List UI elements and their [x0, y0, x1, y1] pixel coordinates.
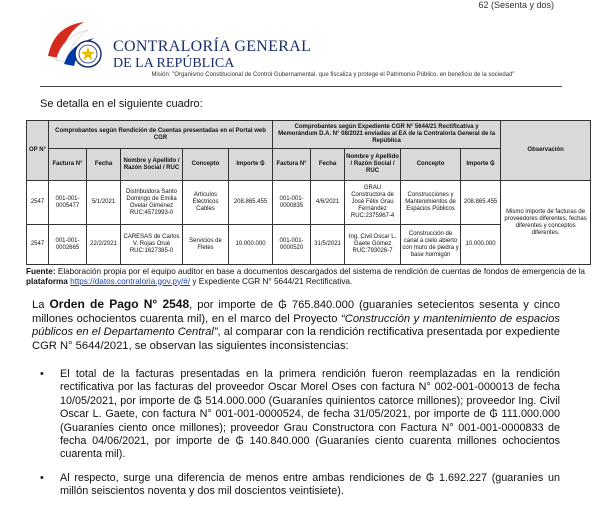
op-label: Orden de Pago N° 2548	[49, 297, 190, 311]
sub-header: Concepto	[401, 149, 461, 181]
cell-factura: 001-001-0005477	[49, 181, 87, 225]
cell-nombre: Ing. Civil Oscar L. Gaete Gómez RUC:793026-7	[345, 225, 401, 265]
bullet-text: El total de la facturas presentadas en la primera rendición fueron reemplazadas en la rendición rectificativa por las facturas del proveedor Oscar Morel Oses con factura N° 002-001-000013 de fecha 10/05/2021, por importe de ₲ 514.000.000 (Guaraníes quinientos catorce millones); proveedor Ing. Civil Oscar L. Gaete, con factura N° 001-001-0000524, de fecha 31/05/2021, por importe de ₲ 111.000.000 (Guaraníes ciento once millones); proveedor Grau Constructora con Factura N° 001-001-0000833 de fecha 04/06/2021, por importe de ₲ 140.840.000 (Guaraníes ciento cuarenta millones ochocientos cuarenta mil).	[60, 368, 560, 461]
intro-text: Se detalla en el siguiente cuadro:	[40, 98, 203, 110]
cell-fecha: 5/1/2021	[87, 181, 121, 225]
table-row	[27, 181, 591, 225]
bullet-icon: •	[40, 472, 44, 484]
cell-nombre: CARESAS de Carlos V. Rojas Oruè RUC:1627385-0	[121, 225, 183, 265]
para-text-2: , por importe de ₲ 765.840.000 (guaraníes setecientos sesenta y cinco millones ochocientos cuarenta mil), en el marco del Proyecto	[32, 299, 560, 325]
source-label: Fuente:	[26, 267, 56, 276]
cell-fecha: 22/2/2021	[87, 225, 121, 265]
header-divider	[40, 86, 562, 87]
group-header-expediente: Comprobantes según Expediente CGR N° 5644/21 Rectificativa y Memorándum D.A. N° 08/2021 enviadas al EA de la Contraloría General de la República	[273, 121, 501, 149]
cell-importe: 208.865.455	[461, 181, 501, 225]
sub-header: Importe ₲	[461, 149, 501, 181]
sub-header: Importe ₲	[229, 149, 273, 181]
source-bold: plataforma	[26, 276, 68, 286]
cell-fecha: 4/6/2021	[311, 181, 345, 225]
sub-header: Factura N°	[273, 149, 311, 181]
cell-factura: 001-001-0000835	[273, 181, 311, 225]
para-text-1: La	[32, 299, 50, 311]
bullet-text: Al respecto, surge una diferencia de menos entre ambas rendiciones de ₲ 1.692.227 (guaraníes un millón seiscientos noventa y dos mil doscientos veintisiete).	[60, 472, 560, 498]
cell-importe: 208.865.455	[229, 181, 273, 225]
sub-header: Fecha	[87, 149, 121, 181]
brand-line-2: DE LA REPÚBLICA	[113, 56, 235, 71]
source-text-2: y Expediente CGR N° 5644/21 Rectificativa.	[190, 276, 353, 286]
col-op: OP N°	[27, 121, 49, 181]
group-header-portal: Comprobantes según Rendición de Cuentas presentadas en el Portal web CGR	[49, 121, 273, 149]
cell-concepto: Servicios de Fletes	[183, 225, 229, 265]
sub-header: Nombre y Apellido / Razón Social / RUC	[121, 149, 183, 181]
contraloria-logo-icon	[44, 14, 112, 74]
cell-factura: 001-001-0000520	[273, 225, 311, 265]
cell-nombre: Distribuidora Santo Domingo de Emilia Ovelar Giménez RUC:4572993-0	[121, 181, 183, 225]
source-text-1: Elaboración propia por el equipo auditor en base a documentos descargados del sistema de rendición de cuentas de fondos de emergencia de la	[55, 267, 585, 276]
mission-statement: Misión: "Organismo Constitucional de Control Gubernamental, que fiscaliza y protege el Patrimonio Público, en beneficio de la sociedad"	[151, 72, 515, 78]
sub-header: Factura N°	[49, 149, 87, 181]
para-text-3: , al comparar con la rendición rectificativa presentada por expediente CGR N° 5644/2021, se observan las siguientes inconsistencias:	[32, 326, 560, 352]
sub-header: Fecha	[311, 149, 345, 181]
cell-importe: 10.000.000	[229, 225, 273, 265]
bullet-icon: •	[40, 368, 44, 380]
cell-importe: 10.000.000	[461, 225, 501, 265]
cell-concepto: Artículos Eléctricos Cables	[183, 181, 229, 225]
cell-observacion: Mismo importe de facturas de proveedores diferentes, fechas diferentes y conceptos diferentes.	[501, 181, 591, 265]
letterhead	[40, 8, 600, 88]
page-number: 62 (Sesenta y dos)	[478, 0, 554, 10]
list-item	[40, 368, 560, 462]
col-observacion: Observación	[501, 121, 591, 181]
source-link[interactable]: https://datos.contraloria.gov.py/#/	[70, 276, 191, 286]
comparison-table	[26, 120, 591, 265]
body-paragraph	[32, 298, 560, 353]
source-note	[26, 267, 592, 286]
project-name: “Construcción y mantenimiento de espacios públicos en el Departamento Central”	[32, 312, 560, 339]
cell-nombre: GRAU Constructora de José Félix Grau Fernández RUC:2375967-4	[345, 181, 401, 225]
list-item	[40, 472, 560, 499]
cell-op: 2547	[27, 225, 49, 265]
sub-header: Concepto	[183, 149, 229, 181]
cell-concepto: Construcciones y Mantenimientos de Espacios Públicos	[401, 181, 461, 225]
brand-line-1: CONTRALORÍA GENERAL	[113, 38, 312, 55]
cell-op: 2547	[27, 181, 49, 225]
cell-fecha: 31/5/2021	[311, 225, 345, 265]
sub-header: Nombre y Apellido / Razón Social / RUC	[345, 149, 401, 181]
cell-concepto: Construcción de canal a cielo abierto con muro de piedra y base hormigón	[401, 225, 461, 265]
cell-factura: 001-001-0002665	[49, 225, 87, 265]
